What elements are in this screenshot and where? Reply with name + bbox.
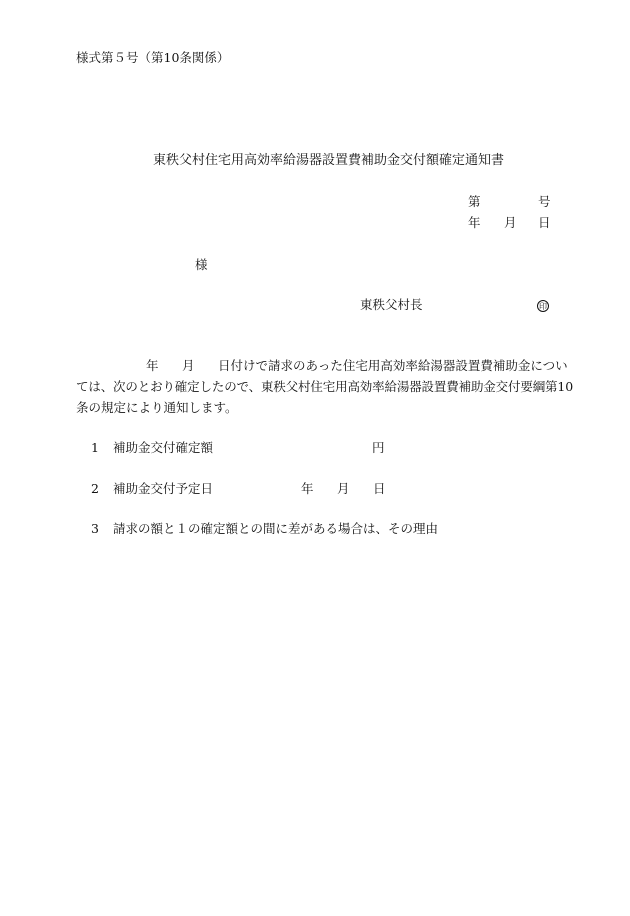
- addressee-sama: 様: [195, 257, 208, 272]
- item-1-number: 1: [91, 440, 99, 455]
- body-line3: 条の規定により通知します。: [76, 400, 238, 415]
- date-month: 月: [504, 215, 517, 230]
- item-1-yen: 円: [372, 440, 385, 455]
- item-2-label: 補助金交付予定日: [113, 481, 214, 496]
- form-number: 様式第５号（第10条関係）: [76, 50, 230, 65]
- document-title: 東秩父村住宅用高効率給湯器設置費補助金交付額確定通知書: [153, 153, 505, 168]
- item-2-month: 月: [337, 481, 350, 496]
- seal-mark: [537, 297, 549, 313]
- body-year: 年: [146, 358, 159, 373]
- doc-number-go: 号: [538, 194, 551, 209]
- date-year: 年: [468, 215, 481, 230]
- item-3-label: 請求の額と１の確定額との間に差がある場合は、その理由: [113, 521, 439, 536]
- item-2-year: 年: [301, 481, 314, 496]
- seal-icon: 印: [539, 302, 547, 311]
- body-line1: 日付けで請求のあった住宅用高効率給湯器設置費補助金につい: [218, 358, 568, 373]
- date-day: 日: [538, 215, 551, 230]
- doc-number-dai: 第: [468, 194, 481, 209]
- item-2-day: 日: [373, 481, 386, 496]
- body-line2: ては、次のとおり確定したので、東秩父村住宅用高効率給湯器設置費補助金交付要綱第10: [76, 379, 574, 394]
- item-1-label: 補助金交付確定額: [113, 440, 214, 455]
- sender-name: 東秩父村長: [360, 297, 423, 312]
- body-month: 月: [182, 358, 195, 373]
- item-3-number: 3: [91, 521, 99, 536]
- item-2-number: 2: [91, 481, 99, 496]
